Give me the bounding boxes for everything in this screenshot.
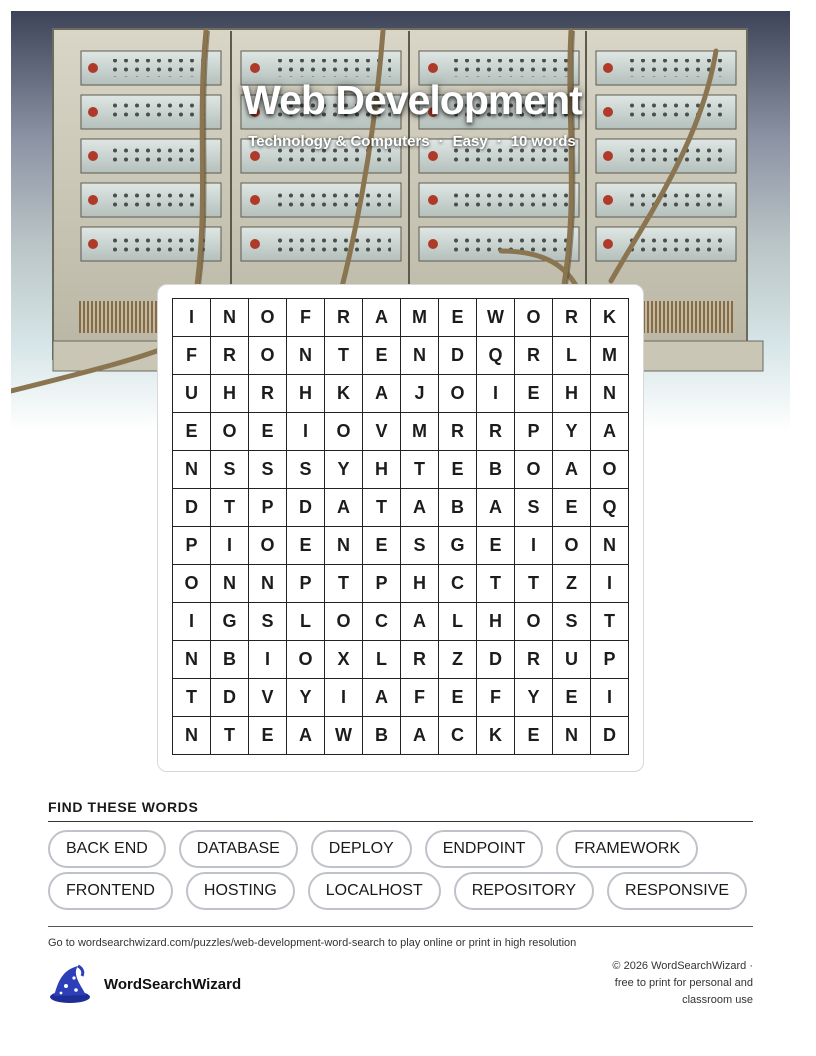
grid-cell[interactable]: K: [325, 375, 363, 413]
grid-cell[interactable]: M: [401, 413, 439, 451]
word-pill: FRAMEWORK: [556, 830, 698, 868]
grid-cell[interactable]: H: [287, 375, 325, 413]
grid-cell[interactable]: P: [363, 565, 401, 603]
word-pill: REPOSITORY: [454, 872, 594, 910]
word-pill: ENDPOINT: [425, 830, 544, 868]
grid-cell[interactable]: V: [249, 679, 287, 717]
word-list: [48, 830, 768, 914]
grid-cell[interactable]: I: [173, 299, 211, 337]
word-pill: FRONTEND: [48, 872, 173, 910]
grid-cell[interactable]: P: [515, 413, 553, 451]
grid-cell[interactable]: T: [211, 717, 249, 755]
category-label: Technology & Computers: [248, 133, 430, 150]
meta-separator: ·: [496, 133, 502, 150]
grid-cell[interactable]: E: [363, 337, 401, 375]
footer-note: Go to wordsearchwizard.com/puzzles/web-development-word-search to play online or print in high resolution: [48, 937, 577, 949]
grid-cell[interactable]: N: [173, 451, 211, 489]
grid-cell[interactable]: E: [249, 413, 287, 451]
wizard-hat-icon: [48, 964, 92, 1004]
grid-cell[interactable]: D: [439, 337, 477, 375]
grid-cell[interactable]: Q: [591, 489, 629, 527]
grid-cell[interactable]: L: [553, 337, 591, 375]
page-title: Web Development: [242, 77, 582, 123]
grid-cell[interactable]: Y: [553, 413, 591, 451]
grid-cell[interactable]: K: [591, 299, 629, 337]
grid-cell[interactable]: X: [325, 641, 363, 679]
brand[interactable]: [48, 964, 241, 1004]
grid-cell[interactable]: R: [439, 413, 477, 451]
grid-cell[interactable]: E: [553, 679, 591, 717]
grid-cell[interactable]: D: [173, 489, 211, 527]
brand-name: WordSearchWizard: [104, 975, 242, 993]
grid-cell[interactable]: M: [591, 337, 629, 375]
grid-cell[interactable]: L: [287, 603, 325, 641]
grid-cell[interactable]: O: [249, 337, 287, 375]
grid-cell[interactable]: O: [553, 527, 591, 565]
grid-cell[interactable]: E: [515, 717, 553, 755]
grid-cell[interactable]: N: [173, 641, 211, 679]
grid-cell[interactable]: N: [325, 527, 363, 565]
grid-cell[interactable]: T: [325, 337, 363, 375]
grid-cell[interactable]: I: [249, 641, 287, 679]
grid-cell[interactable]: N: [591, 527, 629, 565]
grid-cell[interactable]: E: [515, 375, 553, 413]
grid-cell[interactable]: N: [249, 565, 287, 603]
grid-cell[interactable]: R: [515, 641, 553, 679]
grid-cell[interactable]: E: [477, 527, 515, 565]
grid-cell[interactable]: N: [173, 717, 211, 755]
grid-cell[interactable]: P: [591, 641, 629, 679]
grid-cell[interactable]: D: [287, 489, 325, 527]
grid-cell[interactable]: H: [211, 375, 249, 413]
grid-cell[interactable]: R: [325, 299, 363, 337]
grid-cell[interactable]: D: [211, 679, 249, 717]
grid-cell[interactable]: Y: [287, 679, 325, 717]
grid-cell[interactable]: E: [173, 413, 211, 451]
grid-cell[interactable]: L: [363, 641, 401, 679]
grid-cell[interactable]: K: [477, 717, 515, 755]
word-count-label: 10 words: [510, 133, 576, 150]
grid-cell[interactable]: E: [439, 451, 477, 489]
grid-cell[interactable]: A: [363, 299, 401, 337]
grid-cell[interactable]: T: [401, 451, 439, 489]
grid-cell[interactable]: S: [249, 603, 287, 641]
grid-cell[interactable]: O: [515, 299, 553, 337]
grid-cell[interactable]: I: [287, 413, 325, 451]
grid-cell[interactable]: S: [553, 603, 591, 641]
grid-cell[interactable]: S: [287, 451, 325, 489]
grid-cell[interactable]: M: [401, 299, 439, 337]
grid-cell[interactable]: E: [553, 489, 591, 527]
copyright-line: © 2026 WordSearchWizard ·: [612, 960, 753, 972]
grid-cell[interactable]: F: [477, 679, 515, 717]
grid-cell[interactable]: P: [287, 565, 325, 603]
grid-cell[interactable]: U: [553, 641, 591, 679]
grid-cell[interactable]: Z: [553, 565, 591, 603]
grid-cell[interactable]: W: [477, 299, 515, 337]
grid-cell[interactable]: F: [401, 679, 439, 717]
grid-cell[interactable]: N: [211, 565, 249, 603]
grid-cell[interactable]: H: [363, 451, 401, 489]
grid-cell[interactable]: O: [515, 451, 553, 489]
grid-cell[interactable]: D: [477, 641, 515, 679]
difficulty-label: Easy: [452, 133, 488, 150]
grid-cell[interactable]: Q: [477, 337, 515, 375]
word-pill: HOSTING: [186, 872, 295, 910]
grid-cell[interactable]: R: [553, 299, 591, 337]
copyright-line: classroom use: [682, 994, 753, 1006]
grid-cell[interactable]: W: [325, 717, 363, 755]
grid-cell[interactable]: I: [591, 565, 629, 603]
grid-cell[interactable]: E: [363, 527, 401, 565]
copyright-line: free to print for personal and: [614, 977, 753, 989]
grid-cell[interactable]: O: [287, 641, 325, 679]
puzzle-meta: [11, 133, 790, 150]
grid-cell[interactable]: O: [211, 413, 249, 451]
letter-grid[interactable]: [172, 298, 629, 755]
grid-cell[interactable]: G: [439, 527, 477, 565]
grid-cell[interactable]: E: [249, 717, 287, 755]
grid-cell[interactable]: N: [287, 337, 325, 375]
grid-cell[interactable]: I: [515, 527, 553, 565]
grid-cell[interactable]: S: [211, 451, 249, 489]
grid-cell[interactable]: F: [173, 337, 211, 375]
grid-cell[interactable]: B: [363, 717, 401, 755]
word-pill: DEPLOY: [311, 830, 412, 868]
grid-cell[interactable]: B: [211, 641, 249, 679]
grid-cell[interactable]: C: [439, 717, 477, 755]
grid-cell[interactable]: B: [477, 451, 515, 489]
find-words-heading: FIND THESE WORDS: [48, 799, 199, 815]
grid-cell[interactable]: N: [211, 299, 249, 337]
grid-cell[interactable]: I: [211, 527, 249, 565]
grid-cell[interactable]: R: [211, 337, 249, 375]
grid-cell[interactable]: I: [325, 679, 363, 717]
grid-cell[interactable]: T: [515, 565, 553, 603]
grid-cell[interactable]: A: [401, 717, 439, 755]
grid-cell[interactable]: O: [325, 603, 363, 641]
grid-cell[interactable]: A: [287, 717, 325, 755]
word-list-row: [48, 830, 768, 868]
grid-cell[interactable]: A: [363, 679, 401, 717]
grid-cell[interactable]: S: [515, 489, 553, 527]
grid-cell[interactable]: O: [249, 527, 287, 565]
grid-cell[interactable]: A: [401, 489, 439, 527]
grid-cell[interactable]: T: [325, 565, 363, 603]
grid-cell[interactable]: V: [363, 413, 401, 451]
divider: [48, 821, 753, 822]
grid-cell[interactable]: O: [325, 413, 363, 451]
grid-cell[interactable]: N: [553, 717, 591, 755]
grid-cell[interactable]: J: [401, 375, 439, 413]
grid-cell[interactable]: T: [477, 565, 515, 603]
grid-cell[interactable]: T: [591, 603, 629, 641]
grid-cell[interactable]: G: [211, 603, 249, 641]
grid-cell[interactable]: A: [553, 451, 591, 489]
grid-cell[interactable]: N: [401, 337, 439, 375]
divider: [48, 926, 753, 927]
copyright: [553, 958, 753, 1009]
grid-cell[interactable]: L: [439, 603, 477, 641]
grid-cell[interactable]: A: [363, 375, 401, 413]
grid-cell[interactable]: A: [401, 603, 439, 641]
grid-cell[interactable]: N: [591, 375, 629, 413]
grid-cell[interactable]: P: [249, 489, 287, 527]
grid-cell[interactable]: R: [515, 337, 553, 375]
grid-cell[interactable]: U: [173, 375, 211, 413]
grid-cell[interactable]: O: [439, 375, 477, 413]
grid-cell[interactable]: Y: [325, 451, 363, 489]
grid-cell[interactable]: E: [439, 299, 477, 337]
grid-cell[interactable]: C: [363, 603, 401, 641]
grid-cell[interactable]: D: [591, 717, 629, 755]
grid-cell[interactable]: A: [591, 413, 629, 451]
grid-cell[interactable]: R: [249, 375, 287, 413]
grid-cell[interactable]: B: [439, 489, 477, 527]
word-pill: RESPONSIVE: [607, 872, 747, 910]
grid-cell[interactable]: Z: [439, 641, 477, 679]
grid-cell[interactable]: E: [287, 527, 325, 565]
grid-cell[interactable]: S: [249, 451, 287, 489]
grid-cell[interactable]: T: [211, 489, 249, 527]
grid-cell[interactable]: O: [515, 603, 553, 641]
grid-cell[interactable]: Y: [515, 679, 553, 717]
grid-cell[interactable]: F: [287, 299, 325, 337]
meta-separator: ·: [438, 133, 444, 150]
word-pill: DATABASE: [179, 830, 298, 868]
grid-cell[interactable]: C: [439, 565, 477, 603]
grid-cell[interactable]: E: [439, 679, 477, 717]
grid-cell[interactable]: O: [249, 299, 287, 337]
grid-cell[interactable]: I: [591, 679, 629, 717]
grid-cell[interactable]: I: [173, 603, 211, 641]
grid-cell[interactable]: H: [553, 375, 591, 413]
grid-cell[interactable]: A: [325, 489, 363, 527]
word-pill: BACK END: [48, 830, 166, 868]
grid-cell[interactable]: S: [401, 527, 439, 565]
grid-cell[interactable]: R: [401, 641, 439, 679]
grid-cell[interactable]: A: [477, 489, 515, 527]
grid-cell[interactable]: H: [477, 603, 515, 641]
grid-cell[interactable]: O: [591, 451, 629, 489]
grid-cell[interactable]: I: [477, 375, 515, 413]
grid-cell[interactable]: T: [363, 489, 401, 527]
grid-cell[interactable]: T: [173, 679, 211, 717]
word-pill: LOCALHOST: [308, 872, 441, 910]
word-list-row: [48, 872, 768, 910]
grid-cell[interactable]: P: [173, 527, 211, 565]
grid-cell[interactable]: R: [477, 413, 515, 451]
grid-cell[interactable]: O: [173, 565, 211, 603]
grid-cell[interactable]: H: [401, 565, 439, 603]
